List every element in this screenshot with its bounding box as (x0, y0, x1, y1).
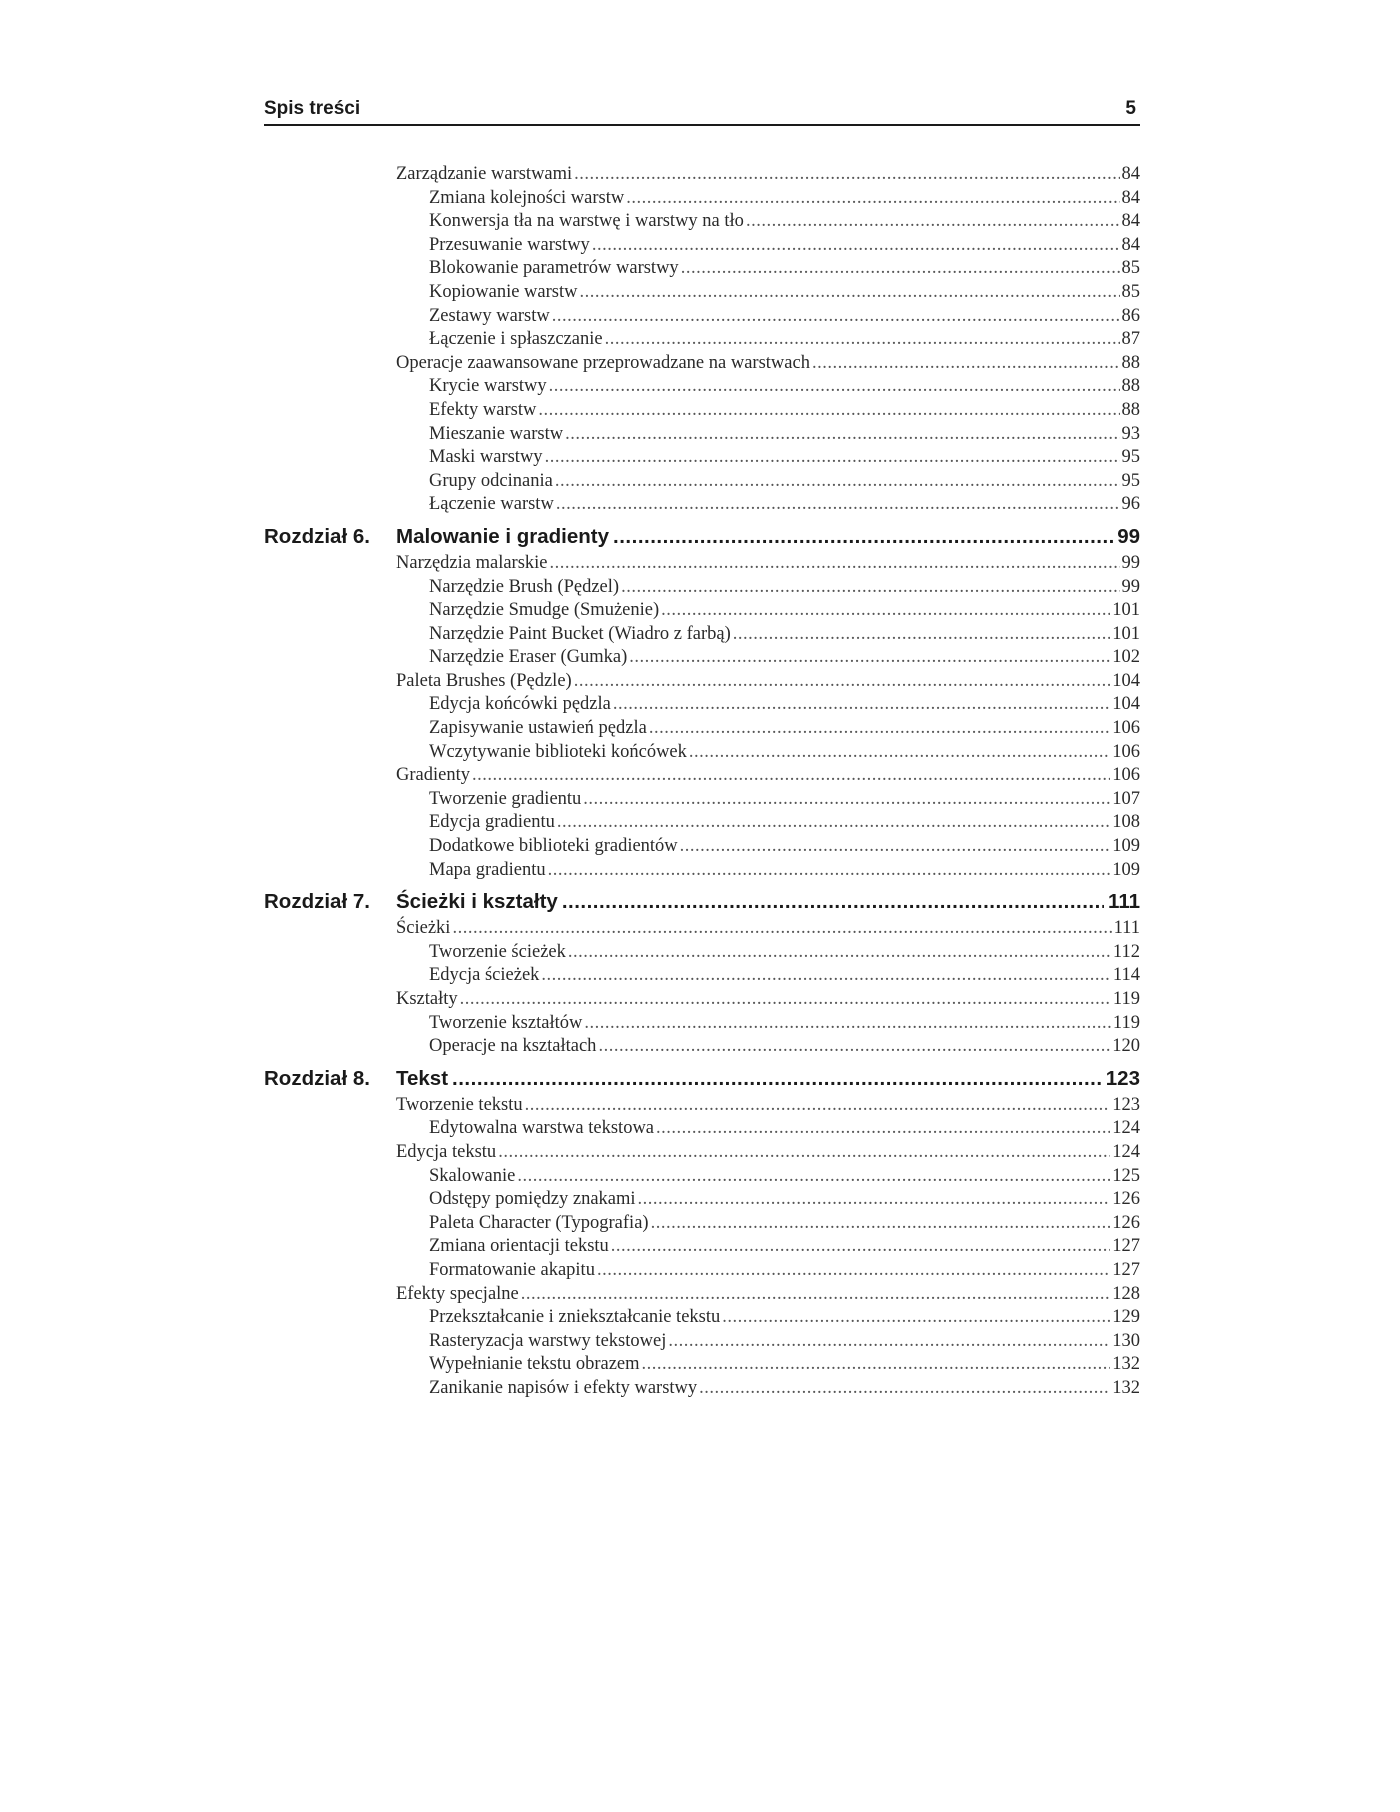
entry-title: Narzędzie Paint Bucket (Wiadro z farbą) (429, 623, 731, 644)
dot-leader (552, 305, 1120, 329)
dot-leader (592, 234, 1120, 258)
entry-title: Przekształcanie i zniekształcanie tekstu (429, 1307, 721, 1328)
entry-title: Zapisywanie ustawień pędzla (429, 718, 647, 739)
toc-section (264, 670, 1140, 694)
dot-leader (642, 1353, 1111, 1377)
entry-title: Tworzenie tekstu (396, 1094, 523, 1115)
entry-page-number: 119 (1112, 989, 1140, 1009)
entry-page-number: 99 (1121, 552, 1140, 573)
entry-page-number: 106 (1112, 741, 1140, 762)
entry-page-number: 99 (1121, 576, 1140, 597)
entry-title: Dodatkowe biblioteki gradientów (429, 836, 678, 857)
entry-page-number: 84 (1121, 234, 1140, 255)
toc-subsection (264, 1012, 1140, 1036)
toc-section (264, 163, 1140, 187)
header-title: Spis treści (264, 98, 361, 119)
entry-title: Formatowanie akapitu (429, 1259, 595, 1280)
toc-subsection (264, 717, 1140, 741)
toc-subsection (264, 859, 1140, 883)
entry-title: Tworzenie gradientu (429, 788, 582, 809)
entry-title: Paleta Brushes (Pędzle) (396, 670, 572, 691)
toc-subsection (264, 964, 1140, 988)
dot-leader (812, 352, 1120, 376)
entry-title: Operacje na kształtach (429, 1036, 597, 1057)
toc-subsection (264, 1212, 1140, 1236)
entry-page-number: 120 (1112, 1036, 1140, 1057)
entry-page-number: 123 (1112, 1094, 1140, 1115)
toc-subsection (264, 788, 1140, 812)
entry-page-number: 95 (1121, 470, 1140, 491)
dot-leader (472, 764, 1110, 788)
toc-subsection (264, 257, 1140, 281)
dot-leader (557, 811, 1110, 835)
toc-subsection (264, 811, 1140, 835)
dot-leader (574, 670, 1111, 694)
chapter-page-number: 99 (1117, 524, 1140, 548)
entry-title: Blokowanie parametrów warstwy (429, 258, 679, 279)
entry-title: Narzędzie Smudge (Smużenie) (429, 600, 660, 621)
entry-title: Mapa gradientu (429, 859, 546, 880)
entry-title: Edycja tekstu (396, 1141, 497, 1162)
entry-page-number: 102 (1112, 647, 1140, 668)
dot-leader (525, 1094, 1111, 1118)
entry-title: Kopiowanie warstw (429, 281, 578, 302)
chapter-number: Rozdział 8. (264, 1066, 370, 1090)
entry-title: Narzędzie Brush (Pędzel) (429, 576, 620, 597)
toc-section (264, 352, 1140, 376)
entry-page-number: 127 (1112, 1259, 1140, 1280)
toc-subsection (264, 599, 1140, 623)
entry-title: Przesuwanie warstwy (429, 234, 590, 255)
toc-subsection (264, 623, 1140, 647)
entry-page-number: 114 (1112, 965, 1140, 986)
entry-title: Rasteryzacja warstwy tekstowej (429, 1330, 667, 1351)
dot-leader (583, 788, 1110, 812)
toc-section (264, 1094, 1140, 1118)
toc-subsection (264, 646, 1140, 670)
entry-page-number: 129 (1112, 1307, 1140, 1328)
dot-leader (638, 1188, 1111, 1212)
toc-subsection (264, 305, 1140, 329)
dot-leader (613, 693, 1110, 717)
toc-chapter (264, 522, 1140, 552)
entry-page-number: 101 (1112, 623, 1140, 644)
entry-page-number: 84 (1121, 187, 1140, 208)
dot-leader (541, 964, 1111, 988)
entry-title: Łączenie i spłaszczanie (429, 329, 603, 350)
dot-leader (626, 187, 1119, 211)
entry-page-number: 127 (1112, 1236, 1140, 1257)
entry-title: Narzędzia malarskie (396, 552, 548, 573)
entry-title: Edycja końcówki pędzla (429, 694, 611, 715)
entry-title: Zmiana orientacji tekstu (429, 1236, 609, 1257)
entry-title: Krycie warstwy (429, 376, 547, 397)
entry-page-number: 88 (1121, 376, 1140, 397)
dot-leader (517, 1165, 1110, 1189)
toc-subsection (264, 1353, 1140, 1377)
toc-chapter (264, 1064, 1140, 1094)
chapter-number: Rozdział 7. (264, 890, 370, 914)
entry-page-number: 109 (1112, 859, 1140, 880)
entry-page-number: 84 (1121, 164, 1140, 184)
dot-leader (460, 988, 1111, 1012)
entry-page-number: 104 (1112, 694, 1140, 715)
dot-leader (722, 1306, 1110, 1330)
dot-leader (584, 1012, 1111, 1036)
entry-page-number: 87 (1121, 329, 1140, 350)
entry-title: Paleta Character (Typografia) (429, 1212, 649, 1233)
dot-leader (565, 423, 1119, 447)
toc-subsection (264, 1377, 1140, 1401)
toc-subsection (264, 446, 1140, 470)
chapter-page-number: 123 (1105, 1066, 1140, 1090)
dot-leader (680, 835, 1111, 859)
entry-page-number: 119 (1112, 1012, 1140, 1033)
entry-page-number: 111 (1113, 918, 1140, 939)
entry-page-number: 93 (1121, 423, 1140, 444)
dot-leader (651, 1212, 1111, 1236)
toc-section (264, 552, 1140, 576)
entry-title: Zestawy warstw (429, 305, 550, 326)
toc-subsection (264, 693, 1140, 717)
dot-leader (568, 941, 1111, 965)
entry-page-number: 124 (1112, 1118, 1140, 1139)
entry-page-number: 104 (1112, 670, 1140, 691)
toc-subsection (264, 1235, 1140, 1259)
toc-subsection (264, 423, 1140, 447)
dot-leader (681, 257, 1120, 281)
dot-leader (661, 599, 1110, 623)
dot-leader (452, 1064, 1102, 1094)
dot-leader (452, 917, 1111, 941)
entry-title: Tworzenie kształtów (429, 1012, 583, 1033)
toc-subsection (264, 1259, 1140, 1283)
entry-title: Grupy odcinania (429, 470, 553, 491)
entry-page-number: 106 (1112, 718, 1140, 739)
entry-title: Zmiana kolejności warstw (429, 187, 625, 208)
toc-subsection (264, 1035, 1140, 1059)
entry-title: Kształty (396, 989, 458, 1009)
toc-subsection (264, 1306, 1140, 1330)
entry-page-number: 84 (1121, 211, 1140, 232)
toc-subsection (264, 470, 1140, 494)
dot-leader (548, 859, 1111, 883)
table-of-contents (264, 163, 1140, 1401)
entry-page-number: 88 (1121, 399, 1140, 420)
dot-leader (498, 1141, 1110, 1165)
entry-title: Operacje zaawansowane przeprowadzane na warstwach (396, 352, 810, 373)
toc-subsection (264, 281, 1140, 305)
toc-subsection (264, 741, 1140, 765)
toc-subsection (264, 187, 1140, 211)
toc-subsection (264, 1117, 1140, 1141)
entry-title: Wypełnianie tekstu obrazem (429, 1354, 640, 1375)
entry-title: Ścieżki (396, 918, 451, 939)
chapter-number: Rozdział 6. (264, 524, 370, 548)
dot-leader (629, 646, 1110, 670)
dot-leader (521, 1283, 1110, 1307)
toc-subsection (264, 835, 1140, 859)
running-header (264, 96, 1140, 126)
entry-page-number: 112 (1112, 941, 1140, 962)
toc-subsection (264, 576, 1140, 600)
dot-leader (733, 623, 1110, 647)
toc-subsection (264, 1188, 1140, 1212)
entry-title: Efekty specjalne (396, 1283, 519, 1304)
entry-page-number: 124 (1112, 1141, 1140, 1162)
dot-leader (605, 328, 1120, 352)
chapter-title: Ścieżki i kształty (396, 890, 558, 914)
entry-title: Zanikanie napisów i efekty warstwy (429, 1377, 698, 1398)
entry-title: Konwersja tła na warstwę i warstwy na tło (429, 211, 744, 232)
entry-title: Edycja ścieżek (429, 965, 540, 986)
dot-leader (555, 470, 1120, 494)
dot-leader (649, 717, 1110, 741)
chapter-page-number: 111 (1108, 890, 1140, 914)
dot-leader (689, 741, 1110, 765)
entry-title: Łączenie warstw (429, 494, 554, 515)
entry-title: Edycja gradientu (429, 812, 555, 833)
toc-subsection (264, 493, 1140, 517)
entry-page-number: 107 (1112, 788, 1140, 809)
entry-page-number: 101 (1112, 600, 1140, 621)
entry-title: Tworzenie ścieżek (429, 941, 566, 962)
entry-page-number: 109 (1112, 836, 1140, 857)
entry-title: Efekty warstw (429, 399, 537, 420)
toc-chapter (264, 887, 1140, 917)
toc-section (264, 988, 1140, 1012)
dot-leader (550, 552, 1120, 576)
entry-page-number: 132 (1112, 1377, 1140, 1398)
entry-title: Skalowanie (429, 1165, 516, 1186)
toc-subsection (264, 1330, 1140, 1354)
chapter-title: Malowanie i gradienty (396, 524, 610, 548)
entry-page-number: 130 (1112, 1330, 1140, 1351)
entry-page-number: 96 (1121, 494, 1140, 515)
entry-page-number: 106 (1112, 765, 1140, 786)
chapter-title: Tekst (396, 1066, 449, 1090)
entry-title: Gradienty (396, 765, 470, 786)
dot-leader (538, 399, 1119, 423)
toc-section (264, 764, 1140, 788)
toc-subsection (264, 941, 1140, 965)
entry-title: Mieszanie warstw (429, 423, 564, 444)
toc-subsection (264, 1165, 1140, 1189)
toc-subsection (264, 328, 1140, 352)
dot-leader (598, 1035, 1110, 1059)
dot-leader (611, 1235, 1110, 1259)
entry-page-number: 86 (1121, 305, 1140, 326)
header-page-number: 5 (1125, 98, 1136, 119)
dot-leader (656, 1117, 1110, 1141)
dot-leader (668, 1330, 1110, 1354)
dot-leader (621, 576, 1119, 600)
dot-leader (597, 1259, 1110, 1283)
dot-leader (562, 887, 1104, 917)
toc-section (264, 917, 1140, 941)
entry-page-number: 85 (1121, 258, 1140, 279)
toc-subsection (264, 375, 1140, 399)
entry-page-number: 85 (1121, 281, 1140, 302)
entry-title: Maski warstwy (429, 447, 543, 468)
toc-subsection (264, 210, 1140, 234)
entry-title: Zarządzanie warstwami (396, 164, 573, 184)
entry-page-number: 108 (1112, 812, 1140, 833)
dot-leader (549, 375, 1120, 399)
entry-page-number: 126 (1112, 1212, 1140, 1233)
dot-leader (579, 281, 1119, 305)
dot-leader (613, 522, 1113, 552)
toc-section (264, 1283, 1140, 1307)
dot-leader (746, 210, 1120, 234)
entry-page-number: 95 (1121, 447, 1140, 468)
entry-title: Edytowalna warstwa tekstowa (429, 1118, 655, 1139)
entry-page-number: 128 (1112, 1283, 1140, 1304)
entry-title: Narzędzie Eraser (Gumka) (429, 647, 628, 668)
entry-page-number: 126 (1112, 1189, 1140, 1210)
entry-page-number: 125 (1112, 1165, 1140, 1186)
toc-section (264, 1141, 1140, 1165)
toc-subsection (264, 234, 1140, 258)
dot-leader (545, 446, 1120, 470)
entry-page-number: 132 (1112, 1354, 1140, 1375)
entry-title: Odstępy pomiędzy znakami (429, 1189, 636, 1210)
toc-subsection (264, 399, 1140, 423)
dot-leader (556, 493, 1120, 517)
dot-leader (574, 163, 1119, 187)
entry-title: Wczytywanie biblioteki końcówek (429, 741, 687, 762)
dot-leader (699, 1377, 1110, 1401)
entry-page-number: 88 (1121, 352, 1140, 373)
